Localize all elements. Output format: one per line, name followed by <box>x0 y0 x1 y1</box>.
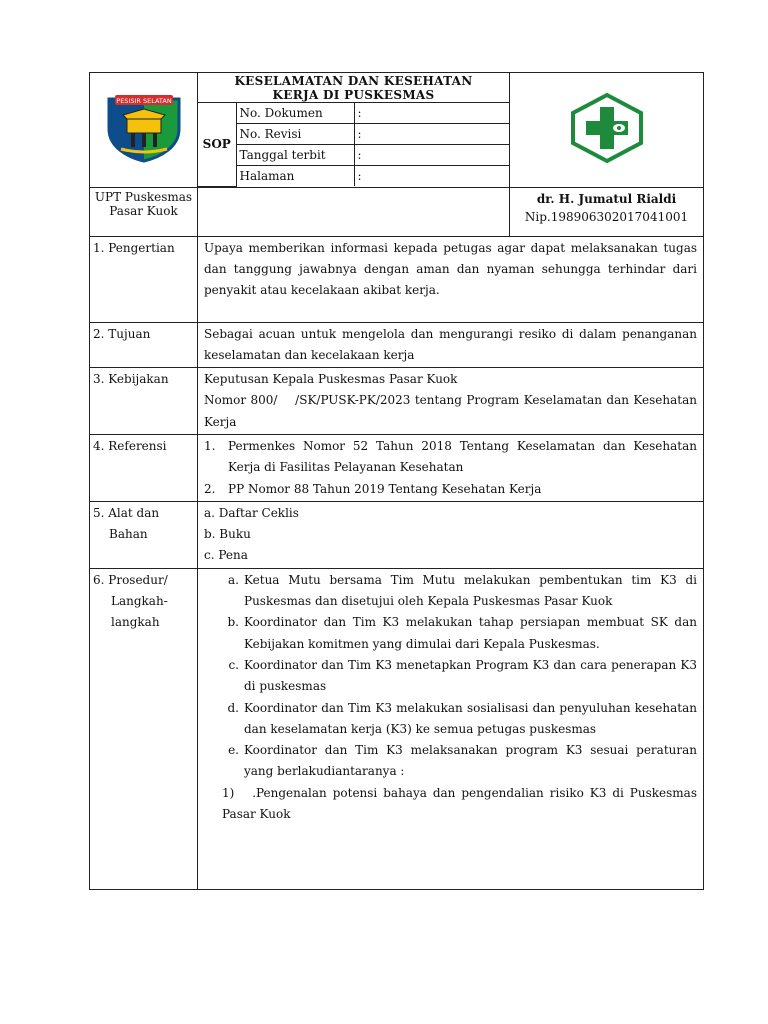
upt-name: UPT Puskesmas Pasar Kuok <box>90 187 198 236</box>
field-label: No. Dokumen <box>236 103 354 124</box>
section-content-tujuan: Sebagai acuan untuk mengelola dan mengurangi resiko di dalam penanganan keselamatan dan kecelakaan kerja <box>198 322 704 368</box>
section-label-tujuan: 2. Tujuan <box>90 322 198 368</box>
list-item: c. Koordinator dan Tim K3 menetapkan Program K3 dan cara penerapan K3 di puskesmas <box>228 657 697 694</box>
section-label-alat: 5. Alat dan Bahan <box>90 501 198 568</box>
field-label: Tanggal terbit <box>236 145 354 166</box>
doctor-name: dr. H. Jumatul Rialdi <box>536 191 677 206</box>
list-item: b. Buku <box>204 527 251 542</box>
field-label: Halaman <box>236 166 354 187</box>
field-value: : <box>354 166 509 187</box>
sop-document <box>89 72 703 890</box>
section-label-referensi: 4. Referensi <box>90 434 198 501</box>
title-block <box>198 73 510 188</box>
signatory <box>510 187 704 236</box>
doctor-nip: Nip.198906302017041001 <box>524 209 689 224</box>
sop-label: SOP <box>198 103 236 187</box>
field-value: : <box>354 124 509 145</box>
document-meta-table <box>198 102 509 187</box>
section-content-referensi <box>198 434 704 501</box>
logo-text: PESISIR SELATAN <box>115 96 172 105</box>
list-item: a. Ketua Mutu bersama Tim Mutu melakukan pembentukan tim K3 di Puskesmas dan disetujui oleh Kepala Puskesmas Pasar Kuok <box>228 572 697 609</box>
field-value: : <box>354 145 509 166</box>
list-item: d. Koordinator dan Tim K3 melakukan sosialisasi dan penyuluhan kesehatan dan keselamatan kerja (K3) ke semua petugas puskesmas <box>227 700 697 736</box>
list-item: 2. PP Nomor 88 Tahun 2019 Tentang Kesehatan Kerja <box>204 481 542 496</box>
list-item: e. Koordinator dan Tim K3 melaksanakan program K3 sesuai peraturan yang berlakudiantaranya : <box>228 743 697 779</box>
list-item: 1. Permenkes Nomor 52 Tahun 2018 Tentang Keselamatan dan Kesehatan Kerja di Fasilitas Pelayanan Kesehatan <box>204 438 697 475</box>
list-item: b. Koordinator dan Tim K3 melakukan tahap persiapan membuat SK dan Kebijakan komitmen yang dimulai dari Kepala Puskesmas. <box>227 615 697 651</box>
section-content-kebijakan <box>198 368 704 435</box>
field-label: No. Revisi <box>236 124 354 145</box>
list-item: a. Daftar Ceklis <box>204 505 299 520</box>
sub-list-item: 1) .Pengenalan potensi bahaya dan pengendalian risiko K3 di Puskesmas Pasar Kuok <box>222 785 701 822</box>
field-value: : <box>354 103 509 124</box>
kebijakan-line: Keputusan Kepala Puskesmas Pasar Kuok <box>204 372 458 387</box>
pesisir-selatan-emblem-icon <box>101 93 187 163</box>
list-item: c. Pena <box>204 548 248 563</box>
section-content-alat <box>198 501 704 568</box>
section-label-pengertian: 1. Pengertian <box>90 236 198 322</box>
empty-cell <box>198 187 510 236</box>
puskesmas-logo-cell <box>510 73 704 188</box>
kebijakan-line: Nomor 800/ /SK/PUSK-PK/2023 tentang Program Keselamatan dan Kesehatan Kerja <box>204 393 701 429</box>
section-label-kebijakan: 3. Kebijakan <box>90 368 198 435</box>
section-content-prosedur <box>198 568 704 889</box>
regency-logo-cell <box>90 73 198 188</box>
puskesmas-cross-icon <box>567 93 647 163</box>
sop-table <box>89 72 704 890</box>
document-title: KESELAMATAN DAN KESEHATAN KERJA DI PUSKESMAS <box>234 74 473 102</box>
section-content-pengertian: Upaya memberikan informasi kepada petugas agar dapat melaksanakan tugas dan tanggung jawabnya dengan aman dan nyaman sehungga terhindar dari penyakit atau kecelakaan akibat kerja. <box>198 236 704 322</box>
section-label-prosedur: 6. Prosedur/ Langkah- langkah <box>90 568 198 889</box>
